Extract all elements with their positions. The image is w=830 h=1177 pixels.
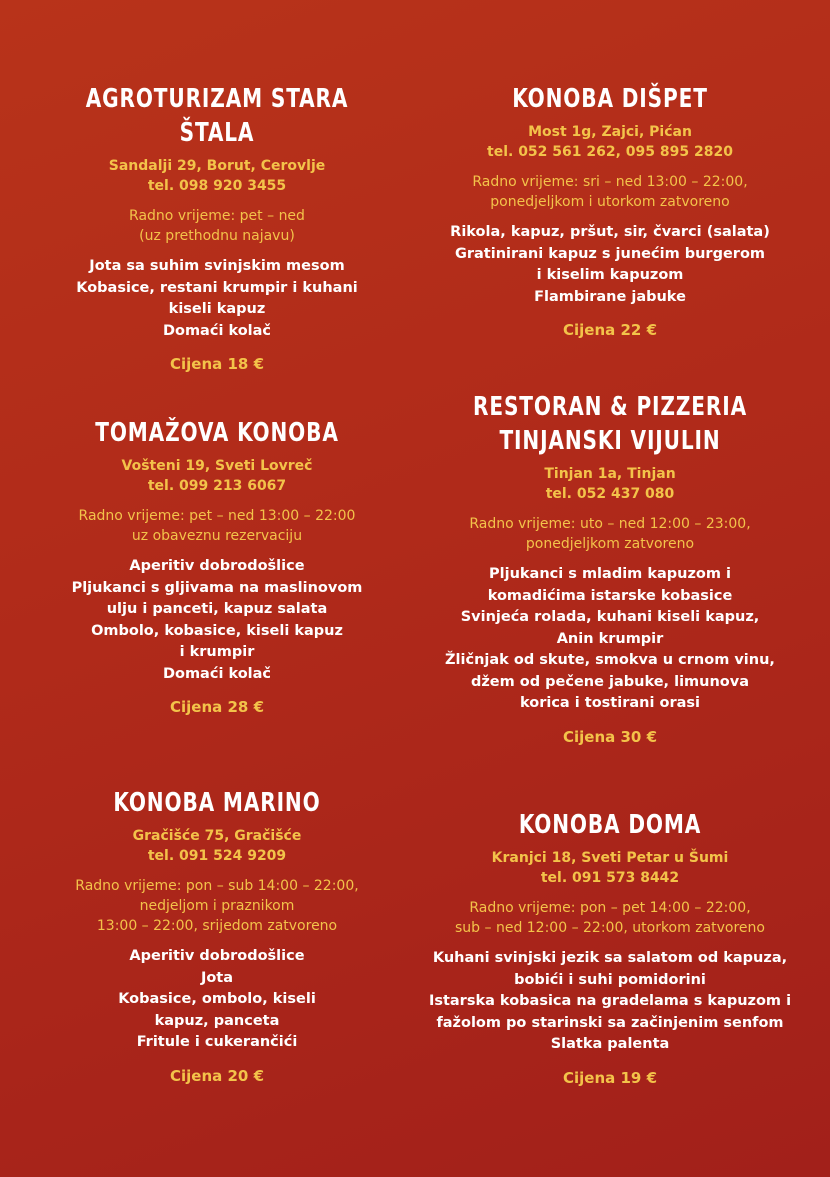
restaurant-address: Tinjan 1a, Tinjan xyxy=(544,466,676,482)
menu-item: džem od pečene jabuke, limunova xyxy=(470,673,750,690)
menu-item: komadićima istarske kobasice xyxy=(487,587,733,604)
menu-list xyxy=(22,556,412,685)
opening-hours: Radno vrijeme: pon – sub 14:00 – 22:00, nedjeljom i praznikom 13:00 – 22:00, srijedom zatvoreno xyxy=(75,878,359,934)
menu-list xyxy=(415,222,805,308)
opening-hours: Radno vrijeme: sri – ned 13:00 – 22:00, ponedjeljkom i utorkom zatvoreno xyxy=(472,174,748,210)
menu-item: Pljukanci s gljivama na maslinovom xyxy=(71,579,363,596)
menu-item: bobići i suhi pomidorini xyxy=(514,971,706,988)
menu-item: Pljukanci s mladim kapuzom i xyxy=(489,566,731,582)
menu-list xyxy=(22,256,412,342)
menu-item: Jota xyxy=(200,969,234,986)
restaurant-phone: tel. 052 437 080 xyxy=(545,486,675,502)
restaurant-name: TOMAŽOVA KONOBA xyxy=(95,418,339,448)
menu-item: Flambirane jabuke xyxy=(534,288,686,305)
opening-hours: Radno vrijeme: pon – pet 14:00 – 22:00, sub – ned 12:00 – 22:00, utorkom zatvoreno xyxy=(455,900,765,936)
menu-item: Kuhani svinjski jezik sa salatom od kapuza, xyxy=(432,950,788,966)
restaurant-address: Gračišće 75, Gračišće xyxy=(132,828,302,844)
restaurant-phone: tel. 091 573 8442 xyxy=(540,870,680,886)
restaurant-card-tomazova xyxy=(22,416,412,716)
restaurant-name: AGROTURIZAM STARA ŠTALA xyxy=(85,84,349,148)
restaurant-card-doma xyxy=(415,808,805,1087)
menu-item: Aperitiv dobrodošlice xyxy=(129,558,305,574)
restaurant-address: Most 1g, Zajci, Pićan xyxy=(528,124,692,140)
menu-price: Cijena 22 € xyxy=(562,321,658,339)
menu-price: Cijena 19 € xyxy=(562,1068,658,1087)
menu-item: fažolom po starinski sa začinjenim senfom xyxy=(436,1014,784,1031)
menu-list xyxy=(415,564,805,715)
opening-hours: Radno vrijeme: uto – ned 12:00 – 23:00, ponedjeljkom zatvoreno xyxy=(469,516,751,552)
restaurant-address: Sandalji 29, Borut, Cerovlje xyxy=(108,158,326,174)
restaurant-phone: tel. 098 920 3455 xyxy=(147,178,287,194)
menu-item: Fritule i cukerančići xyxy=(136,1034,298,1050)
menu-item: Slatka palenta xyxy=(550,1036,670,1052)
menu-item: Ombolo, kobasice, kiseli kapuz xyxy=(91,622,343,639)
restaurant-name: KONOBA DOMA xyxy=(518,810,702,840)
restaurant-card-dispet xyxy=(415,82,805,339)
restaurant-phone: tel. 091 524 9209 xyxy=(147,848,287,864)
menu-item: i krumpir xyxy=(179,644,255,660)
restaurant-card-marino xyxy=(22,786,412,1085)
restaurant-card-tinjanski-vijulin xyxy=(415,390,805,746)
menu-item: Žličnjak od skute, smokva u crnom vinu, xyxy=(445,652,775,668)
menu-price: Cijena 30 € xyxy=(562,727,658,746)
menu-item: kiseli kapuz xyxy=(168,301,266,317)
restaurant-name: KONOBA MARINO xyxy=(113,788,321,818)
menu-item: i kiselim kapuzom xyxy=(536,267,684,283)
menu-list xyxy=(415,948,805,1056)
restaurant-phone: tel. 052 561 262, 095 895 2820 xyxy=(487,144,733,160)
menu-item: Domaći kolač xyxy=(162,322,272,339)
opening-hours: Radno vrijeme: pet – ned (uz prethodnu najavu) xyxy=(129,208,305,244)
menu-item: Domaći kolač xyxy=(162,665,272,682)
menu-item: Svinjeća rolada, kuhani kiseli kapuz, xyxy=(460,609,760,625)
menu-item: Rikola, kapuz, pršut, sir, čvarci (salata) xyxy=(450,224,770,240)
restaurant-address: Vošteni 19, Sveti Lovreč xyxy=(121,458,313,474)
menu-price: Cijena 20 € xyxy=(169,1066,265,1085)
restaurant-phone: tel. 099 213 6067 xyxy=(147,478,287,494)
menu-list xyxy=(22,946,412,1054)
menu-item: Aperitiv dobrodošlice xyxy=(129,948,305,964)
menu-price: Cijena 18 € xyxy=(169,355,265,373)
menu-item: Anin krumpir xyxy=(556,630,664,647)
menu-item: Gratinirani kapuz s junećim burgerom xyxy=(454,245,766,262)
opening-hours: Radno vrijeme: pet – ned 13:00 – 22:00 uz obaveznu rezervaciju xyxy=(78,508,356,544)
menu-price: Cijena 28 € xyxy=(169,698,265,716)
menu-item: korica i tostirani orasi xyxy=(520,695,700,711)
menu-item: Kobasice, restani krumpir i kuhani xyxy=(76,279,358,296)
menu-item: ulju i panceti, kapuz salata xyxy=(106,601,328,617)
restaurant-name: KONOBA DIŠPET xyxy=(512,84,708,114)
restaurant-address: Kranjci 18, Sveti Petar u Šumi xyxy=(491,850,729,866)
menu-item: Jota sa suhim svinjskim mesom xyxy=(89,258,345,274)
menu-item: kapuz, panceta xyxy=(154,1012,280,1029)
menu-item: Istarska kobasica na gradelama s kapuzom i xyxy=(428,993,792,1009)
restaurant-name: RESTORAN & PIZZERIA TINJANSKI VIJULIN xyxy=(472,392,747,456)
menu-item: Kobasice, ombolo, kiseli xyxy=(118,991,316,1007)
restaurant-card-stara-stala xyxy=(22,82,412,373)
